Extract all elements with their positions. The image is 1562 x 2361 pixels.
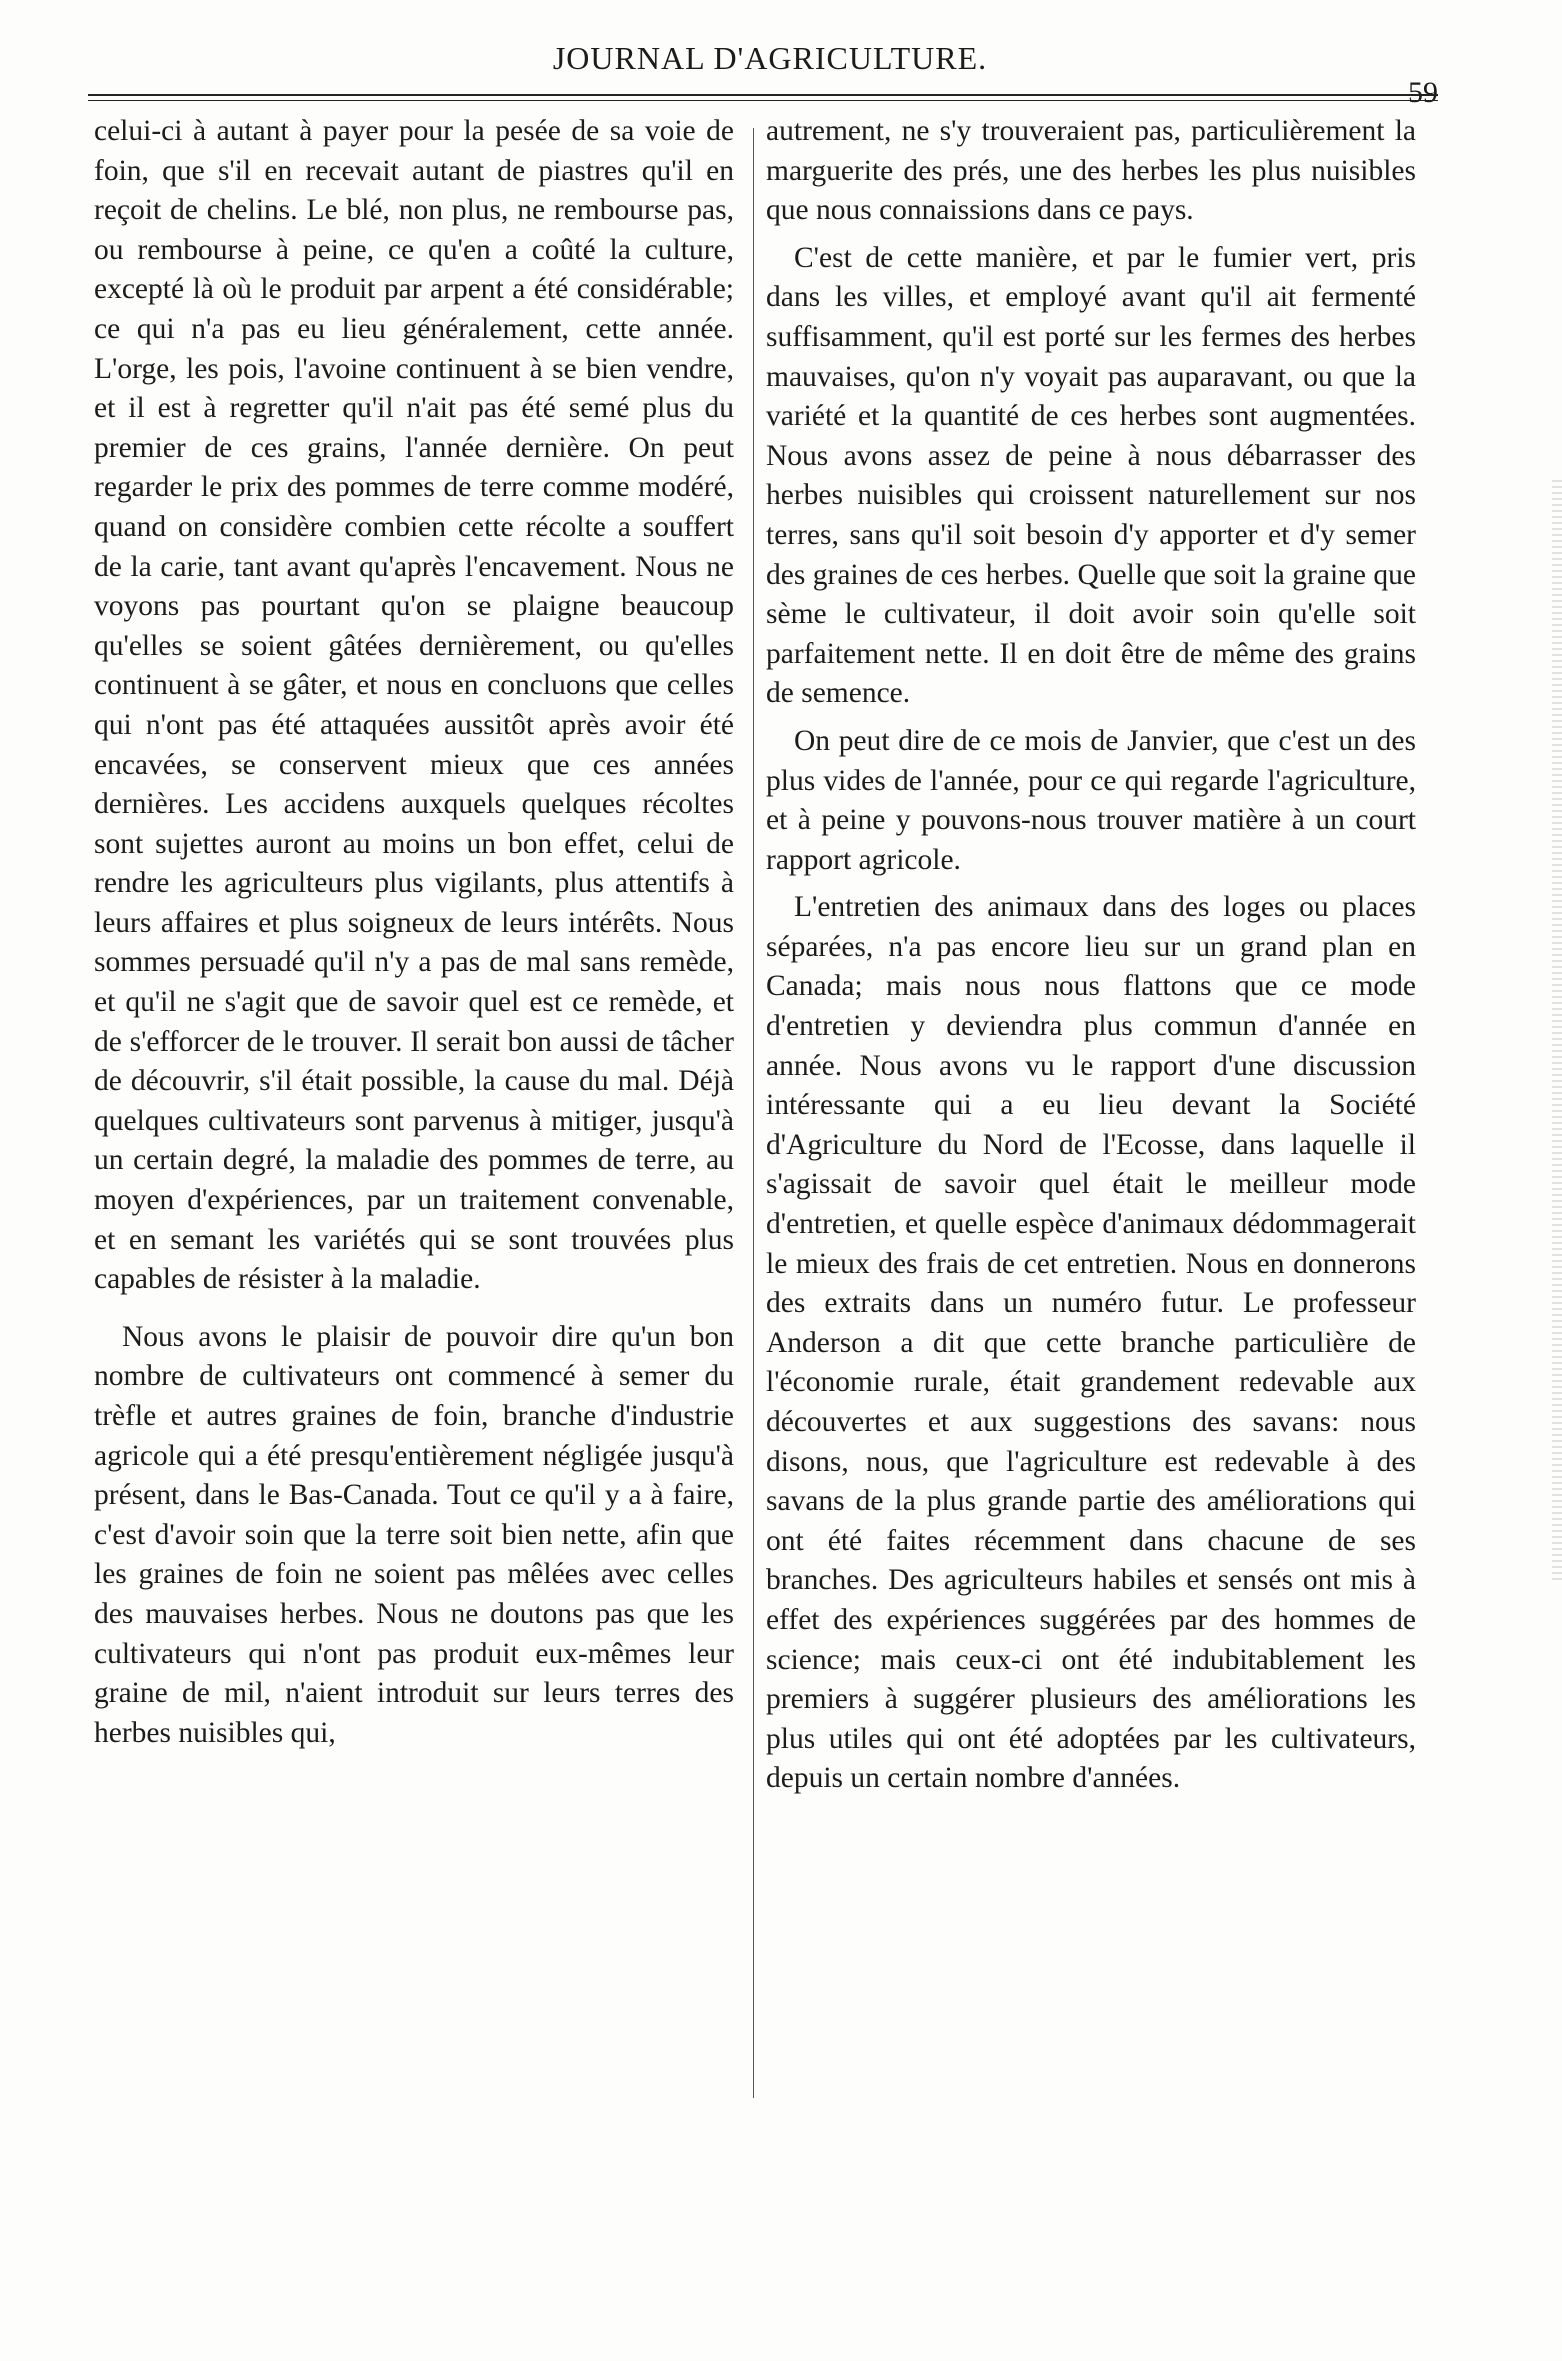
paragraph: C'est de cette manière, et par le fumier vert, pris dans les villes, et employé avant qu'il ait fermenté suffisamment, qu'il est porté sur les fermes des herbes mauvaises, qu'on n'y voyait pas auparavant, ou que la variété et la quantité de ces herbes sont augmentées. Nous avons assez de peine à nous débarrasser des herbes nuisibles qui croissent naturellement sur nos terres, sans qu'il soit besoin d'y apporter et d'y semer des graines de ces herbes. Quelle que soit la graine que sème le cultivateur, il doit avoir soin qu'elle soit parfaitement nette. Il en doit être de même des grains de semence.	[766, 241, 1416, 710]
page-number: 59	[1408, 76, 1438, 109]
header-rule	[88, 94, 1438, 96]
paragraph: autrement, ne s'y trouveraient pas, particulièrement la marguerite des prés, une des herbes les plus nuisibles que nous connaissions dans ce pays.	[766, 115, 1416, 227]
left-column	[94, 112, 734, 2112]
paragraph: On peut dire de ce mois de Janvier, que c'est un des plus vides de l'année, pour ce qui regarde l'agriculture, et à peine y pouvons-nous trouver matière à un court rapport agricole.	[766, 724, 1416, 876]
header-rule-thin	[88, 100, 1438, 101]
page-header	[90, 40, 1450, 109]
journal-title: JOURNAL D'AGRICULTURE.	[552, 40, 988, 76]
paragraph: celui-ci à autant à payer pour la pesée de sa voie de foin, que s'il en recevait autant de piastres qu'il en reçoit de chelins. Le blé, non plus, ne rembourse pas, ou rembourse à peine, ce qu'en a coûté la culture, excepté là où le produit par arpent a été considérable; ce qui n'a pas eu lieu généralement, cette année. L'orge, les pois, l'avoine continuent à se bien vendre, et il est à regretter qu'il n'ait pas été semé plus du premier de ces grains, l'année dernière. On peut regarder le prix des pommes de terre comme modéré, quand on considère combien cette récolte a souffert de la carie, tant avant qu'après l'encavement. Nous ne voyons pas pourtant qu'on se plaigne beaucoup qu'elles se soient gâtées dernièrement, ou qu'elles continuent à se gâter, et nous en concluons que celles qui n'ont pas été attaquées aussitôt après avoir été encavées, se conservent mieux que ces années dernières. Les accidens auxquels quelques récoltes sont sujettes auront au moins un bon effet, celui de rendre les agriculteurs plus vigilants, plus attentifs à leurs affaires et plus soigneux de leurs intérêts. Nous sommes persuadé qu'il n'y a pas de mal sans remède, et qu'il ne s'agit que de savoir quel est ce remède, et de s'efforcer de le trouver. Il serait bon aussi de tâcher de découvrir, s'il était possible, la cause du mal. Déjà quelques cultivateurs sont parvenus à mitiger, jusqu'à un certain degré, la maladie des pommes de terre, au moyen d'expériences, par un traitement convenable, et en semant les variétés qui se sont trouvées plus capables de résister à la maladie.	[94, 115, 734, 1296]
paragraph: L'entretien des animaux dans des loges ou places séparées, n'a pas encore lieu sur un grand plan en Canada; mais nous nous flattons que ce mode d'entretien y deviendra plus commun d'année en année. Nous avons vu le rapport d'une discussion intéressante qui a eu lieu devant la Société d'Agriculture du Nord de l'Ecosse, dans laquelle il s'agissait de savoir quel était le meilleur mode d'entretien, et quelle espèce d'animaux dédommagerait le mieux des frais de cet entretien. Nous en donnerons des extraits dans un numéro futur. Le professeur Anderson a dit que cette branche particulière de l'économie rurale, était grandement redevable aux découvertes et aux suggestions des savans: nous disons, nous, que l'agriculture est redevable à des savans de la plus grande partie des améliorations qui ont été faites récemment dans chacune de ses branches. Des agriculteurs habiles et sensés ont mis à effet des expériences suggérées par des hommes de science; mais ceux-ci ont été indubitablement les premiers à suggérer plusieurs des améliorations les plus utiles qui ont été adoptées par les cultivateurs, depuis un certain nombre d'années.	[766, 891, 1416, 1795]
right-column	[766, 112, 1416, 2112]
text-columns	[94, 112, 1434, 2112]
scan-edge-mark	[1552, 480, 1562, 1580]
paragraph: Nous avons le plaisir de pouvoir dire qu'un bon nombre de cultivateurs ont commencé à semer du trèfle et autres graines de foin, branche d'industrie agricole qui a été presqu'entièrement négligée jusqu'à présent, dans le Bas-Canada. Tout ce qu'il y a à faire, c'est d'avoir soin que la terre soit bien nette, afin que les graines de foin ne soient pas mêlées avec celles des mauvaises herbes. Nous ne doutons pas que les cultivateurs qui n'ont pas produit eux-mêmes leur graine de mil, n'aient introduit sur leurs terres des herbes nuisibles qui,	[94, 1320, 734, 1749]
